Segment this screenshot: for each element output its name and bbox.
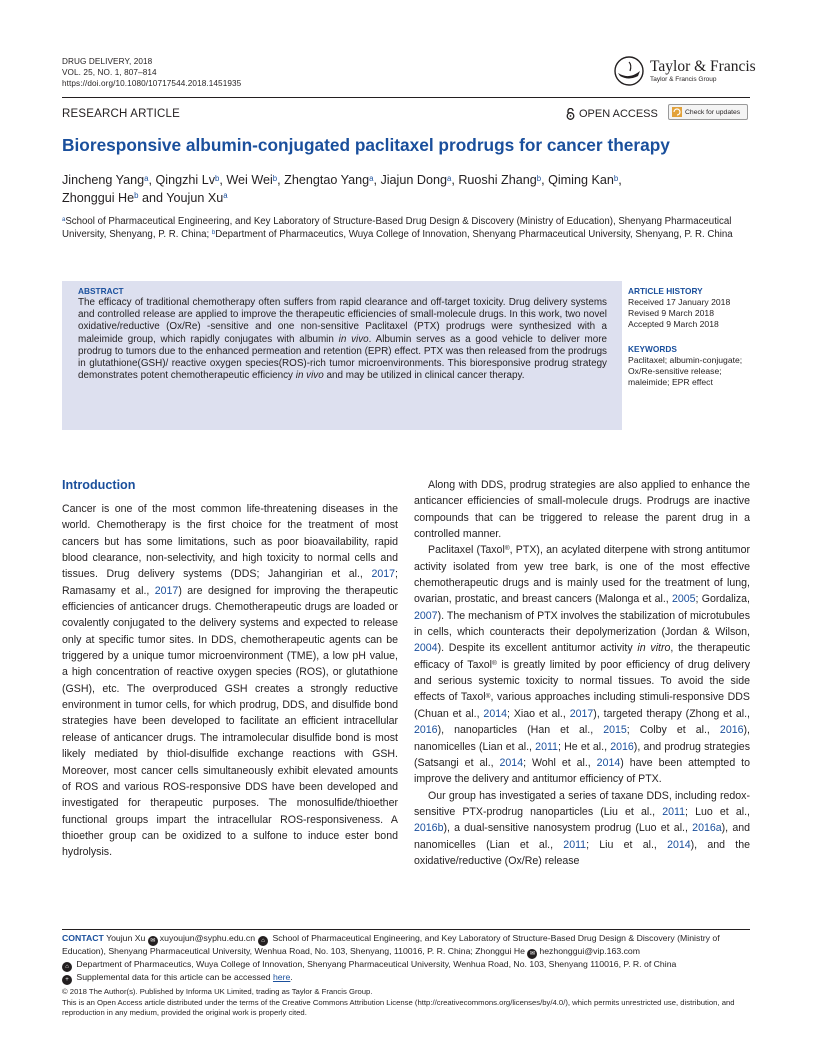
abstract-heading: ABSTRACT bbox=[78, 286, 124, 296]
article-type: RESEARCH ARTICLE bbox=[62, 108, 181, 120]
journal-name: DRUG DELIVERY, 2018 bbox=[62, 57, 153, 66]
author-name[interactable]: Ruoshi Zhang$^b$ bbox=[458, 173, 542, 187]
citation-link[interactable]: 2016a bbox=[692, 822, 722, 835]
copyright-text: © 2018 The Author(s). Published by Informa UK Limited, trading as Taylor & Francis Group. bbox=[62, 987, 373, 996]
intro-paragraph-2: Along with DDS, prodrug strategies are also applied to enhance the anticancer efficiencies of small-molecule drugs. Prodrugs are inactive compounds that can be triggered to release the parent drug in a controlled manner. bbox=[414, 479, 750, 541]
intro-paragraph-4: Our group has investigated a series of taxane DDS, including redox-sensitive PTX-prodrug nanoparticles (Liu et al., 2011; Luo et al., 2016b), a dual-sensitive nanosystem prodrug (Luo et al., 2016a), and nanomicelles (Lian et al., 2011; Liu et al., 2014), and the oxidative/reductive (Ox/Re) release bbox=[414, 789, 751, 867]
contact-block: CONTACT Youjun Xu ✉ xuyoujun@syphu.edu.cn ⌂ School of Pharmaceutical Engineering, and Key Laboratory of Structure-Based Drug Design & Discovery (Ministry of Education), Shenyang Pharmaceutical University, Wenhua Road, No. 103, Shenyang, 110016, P. R. China; Zhonggui He ✉ hezhonggui@vip.163.com ⌂ Department of Pharmaceutics, Wuya College of Innovation, Shenyang Pharmaceutical University, Wenhua Road, No. 103, Shenyang 110016, P. R. of China + Supplemental data for this article can be accessed here. bbox=[62, 933, 720, 983]
citation-link[interactable]: 2011 bbox=[662, 805, 686, 818]
journal-volume: VOL. 25, NO. 1, 807–814 bbox=[62, 68, 157, 77]
article-history bbox=[628, 286, 758, 330]
contact-label: CONTACT bbox=[62, 933, 104, 943]
citation-link[interactable]: 2011 bbox=[535, 740, 558, 753]
citation-link[interactable]: 2015 bbox=[603, 724, 627, 737]
author-list: Jincheng Yang$^a$, Qingzhi Lv$^b$, Wei Wei$^b$, Zhengtao Yang$^a$, Jiajun Dong$^a$, Ruoshi Zhang$^b$, Qiming Kan$^b$, Zhonggui He$^b$ and Youjun Xu$^a$ bbox=[62, 173, 622, 205]
affil-a: School of Pharmaceutical Engineering, and Key Laboratory of Structure-Based Drug Design & Discovery (Ministry of Education), Shenyang Pharmaceutical University, Shenyang, P. R. China; bbox=[62, 216, 732, 240]
intro-paragraph-1: Cancer is one of the most common life-threatening diseases in the world. Chemotherapy is the first choice for the treatment of most cancers but has some limitations, such as poor bioavailability, rapid blood clearance, non-selectivity, and high toxicity to normal cells and tissues. Drug delivery systems (DDS; Jahangirian et al., 2017; Ramasamy et al., 2017) are designed for improving the therapeutic efficiencies of anticancer drugs. Chemotherapeutic drugs are loaded or covalently conjugated to the delivery systems and expected to release only at specific tumor sites. In DDS, chemotherapeutic agents can be triggered by a unique tumor microenvironment (TME), a low pH value, a high concentration of reactive oxygen species (ROS), or glutathione (GSH), etc. The overproduced GSH creates a strongly reductive environment in tumor cells, for which prodrug, DDS, and disulfide bond strategies have been developed to facilitate an efficient intracellular release of anticancer drugs. The intramolecular disulfide bond is most likely mediated by thiol-disulfide exchange reactions with GSH. Moreover, most cancer cells simultaneously exhibit elevated amounts of ROS and various ROS-responsive DDS have been developed and investigated for therapeutic purposes. The monosulfide/thioether functional groups impart the intracellular ROS-responsiveness. A thioether group can be oxidized to a sulfone to induce ester bond hydrolysis. bbox=[62, 503, 398, 859]
address-icon: ⌂ bbox=[258, 936, 268, 946]
email-link[interactable]: hezhonggui@vip.163.com bbox=[539, 946, 640, 956]
author-name[interactable]: Jiajun Dong$^a$ bbox=[380, 173, 452, 187]
update-icon bbox=[672, 107, 682, 117]
email-icon: ✉ bbox=[148, 936, 158, 946]
intro-paragraph-3: Paclitaxel (Taxol®, PTX), an acylated diterpene with strong antitumor activity isolated from yew tree bark, is one of the most effective chemotherapeutic drugs and is mainly used for the treatment of lung, ovarian, prostatic, and breast cancers (Malonga et al., 2005; Gordaliza, 2007). The mechanism of PTX involves the stabilization of microtubules in cells, which counteracts their depolymerization (Jordan & Wilson, 2004). Despite its excellent antitumor activity in vitro, the therapeutic efficacy of Taxol® is greatly limited by poor efficiency of drug delivery and serious systemic toxicity to normal tissues. To avoid the side effects of Taxol®, various approaches including stimuli-responsive DDS (Chuan et al., 2014; Xiao et al., 2017), targeted therapy (Zhong et al., 2016), nanoparticles (Han et al., 2015; Colby et al., 2016), nanomicelles (Lian et al., 2011; He et al., 2016), and prodrug strategies (Satsangi et al., 2014; Wohl et al., 2014) have been attempted to improve the delivery and antitumor efficiency of PTX. bbox=[414, 544, 751, 786]
citation-link[interactable]: 2014 bbox=[499, 756, 524, 769]
citation-link[interactable]: 2016 bbox=[414, 724, 438, 737]
abstract-text: The efficacy of traditional chemotherapy often suffers from rapid clearance and off-target toxicity. Drug delivery systems and controlled release are applied to improve the therapeutic efficiencies of small-molecule drugs. In this work, two novel oxidative/reductive (Ox/Re) -sensitive and one non-sensitive Paclitaxel (PTX) prodrugs were synthesized with a maleimide group, which rapidly conjugates with albumin in vivo. Albumin serves as a good vehicle to deliver more prodrug to tumors due to the enhanced permeation and retention (EPR) effect. PTX was then released from the prodrugs in glutathione(GSH)/ reactive oxygen species(ROS)-rich tumor microenvironments. This bioresponsive prodrug strategy demonstrates potent chemotherapeutic efficiency in vivo and may be utilized in clinical cancer therapy. bbox=[78, 297, 608, 382]
introduction-heading: Introduction bbox=[62, 478, 136, 492]
citation-link[interactable]: 2007 bbox=[414, 609, 438, 622]
intro-left-column bbox=[62, 501, 398, 861]
author-name[interactable]: Jincheng Yang$^a$ bbox=[62, 173, 149, 187]
citation-link[interactable]: 2016 bbox=[719, 724, 744, 737]
citation-link[interactable]: 2014 bbox=[596, 756, 621, 769]
open-access-badge bbox=[566, 108, 658, 120]
keywords-text: Paclitaxel; albumin-conjugate; Ox/Re-sensitive release; maleimide; EPR effect bbox=[628, 355, 743, 388]
footer-rule bbox=[62, 929, 750, 930]
citation-link[interactable]: 2016b bbox=[414, 822, 444, 835]
affiliations bbox=[62, 215, 752, 241]
accepted-date: Accepted 9 March 2018 bbox=[628, 319, 719, 330]
check-updates-label: Check for updates bbox=[685, 108, 741, 116]
author-name[interactable]: Youjun Xu$^a$ bbox=[166, 190, 228, 205]
publisher-group: Taylor & Francis Group bbox=[650, 76, 717, 83]
keywords-heading: KEYWORDS bbox=[628, 344, 677, 354]
citation-link[interactable]: 2016 bbox=[610, 740, 634, 753]
revised-date: Revised 9 March 2018 bbox=[628, 308, 714, 319]
open-lock-icon bbox=[566, 108, 575, 120]
citation-link[interactable]: 2017 bbox=[154, 584, 179, 597]
citation-link[interactable]: 2005 bbox=[671, 593, 696, 606]
lamp-icon bbox=[612, 56, 646, 86]
article-title: Bioresponsive albumin-conjugated paclitaxel prodrugs for cancer therapy bbox=[62, 135, 670, 155]
email-link[interactable]: xuyoujun@syphu.edu.cn bbox=[159, 933, 256, 943]
publisher-logo[interactable] bbox=[612, 56, 762, 88]
citation-link[interactable]: 2017 bbox=[371, 568, 396, 581]
received-date: Received 17 January 2018 bbox=[628, 297, 731, 308]
license-text: This is an Open Access article distributed under the terms of the Creative Commons Attribution License (http://creativecommons.org/licenses/by/4.0/), which permits unrestricted use, distribution, and reproduction in any medium, provided the original work is properly cited. bbox=[62, 997, 735, 1017]
history-heading: ARTICLE HISTORY bbox=[628, 286, 703, 296]
author-name[interactable]: Qiming Kan$^b$ bbox=[548, 173, 619, 187]
affil-mark-a: a bbox=[62, 217, 66, 224]
license-footer bbox=[62, 987, 752, 1019]
citation-link[interactable]: 2004 bbox=[414, 642, 438, 655]
intro-right-column bbox=[414, 477, 750, 869]
citation-link[interactable]: 2014 bbox=[483, 707, 507, 720]
supplemental-link[interactable]: here bbox=[272, 972, 291, 982]
affil-mark-b: b bbox=[211, 230, 216, 237]
publisher-name: Taylor & Francis bbox=[650, 58, 756, 75]
author-name[interactable]: Wei Wei$^b$ bbox=[226, 173, 278, 187]
citation-link[interactable]: 2011 bbox=[563, 838, 587, 851]
supplemental-icon: + bbox=[62, 975, 72, 985]
email-icon: ✉ bbox=[527, 949, 537, 959]
citation-link[interactable]: 2017 bbox=[569, 707, 594, 720]
journal-info bbox=[62, 56, 241, 89]
check-updates-button[interactable] bbox=[668, 104, 748, 120]
author-name[interactable]: Zhonggui He$^b$ bbox=[62, 190, 139, 205]
author-name[interactable]: Qingzhi Lv$^b$ bbox=[155, 173, 220, 187]
address-icon: ⌂ bbox=[62, 962, 72, 972]
citation-link[interactable]: 2014 bbox=[667, 838, 691, 851]
open-access-label: OPEN ACCESS bbox=[579, 108, 658, 120]
header-rule bbox=[62, 97, 750, 98]
keywords bbox=[628, 344, 746, 388]
journal-doi[interactable]: https://doi.org/10.1080/10717544.2018.1451935 bbox=[62, 79, 242, 88]
author-name[interactable]: Zhengtao Yang$^a$ bbox=[284, 173, 374, 187]
affil-b: Department of Pharmaceutics, Wuya College of Innovation, Shenyang Pharmaceutical University, Shenyang, P. R. China bbox=[215, 229, 733, 240]
